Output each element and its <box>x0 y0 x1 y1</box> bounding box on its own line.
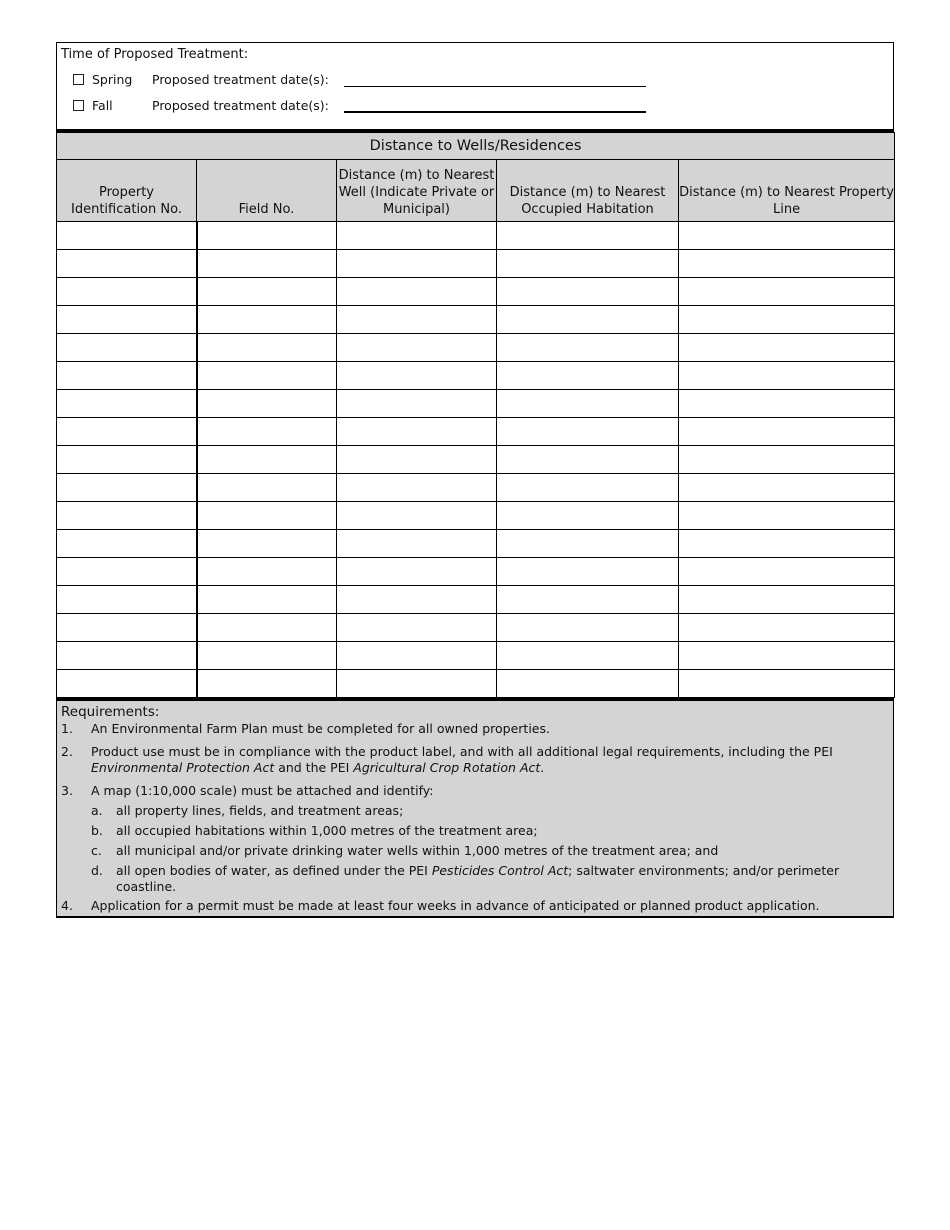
field-no-cell[interactable] <box>197 250 337 278</box>
treatment-time-title: Time of Proposed Treatment: <box>61 47 249 62</box>
distance-property-line-cell[interactable] <box>679 502 895 530</box>
field-no-cell[interactable] <box>197 222 337 250</box>
distance-table <box>56 132 895 698</box>
distance-habitation-cell[interactable] <box>497 670 679 698</box>
field-no-cell[interactable] <box>197 614 337 642</box>
requirement-item <box>61 744 889 776</box>
property-id-cell[interactable] <box>57 250 197 278</box>
table-row <box>57 250 895 278</box>
distance-habitation-cell[interactable] <box>497 390 679 418</box>
requirements-title: Requirements: <box>61 704 160 720</box>
requirement-number: 4. <box>61 898 73 913</box>
property-id-cell[interactable] <box>57 222 197 250</box>
property-id-cell[interactable] <box>57 642 197 670</box>
distance-habitation-cell[interactable] <box>497 642 679 670</box>
distance-well-cell[interactable] <box>337 586 497 614</box>
distance-well-cell[interactable] <box>337 306 497 334</box>
field-no-cell[interactable] <box>197 418 337 446</box>
distance-property-line-cell[interactable] <box>679 418 895 446</box>
distance-property-line-cell[interactable] <box>679 530 895 558</box>
header-field-no: Field No. <box>197 160 337 222</box>
table-row <box>57 390 895 418</box>
field-no-cell[interactable] <box>197 642 337 670</box>
distance-property-line-cell[interactable] <box>679 558 895 586</box>
distance-property-line-cell[interactable] <box>679 278 895 306</box>
distance-property-line-cell[interactable] <box>679 222 895 250</box>
table-row <box>57 306 895 334</box>
field-no-cell[interactable] <box>197 446 337 474</box>
field-no-cell[interactable] <box>197 278 337 306</box>
header-distance-habitation: Distance (m) to Nearest Occupied Habitation <box>497 160 679 222</box>
requirement-text: An Environmental Farm Plan must be completed for all owned properties. <box>91 721 550 736</box>
distance-habitation-cell[interactable] <box>497 334 679 362</box>
distance-habitation-cell[interactable] <box>497 250 679 278</box>
distance-well-cell[interactable] <box>337 334 497 362</box>
fall-date-label: Proposed treatment date(s): <box>152 97 329 113</box>
distance-well-cell[interactable] <box>337 418 497 446</box>
table-row <box>57 586 895 614</box>
table-row <box>57 222 895 250</box>
requirement-text: Product use must be in compliance with the product label, and with all additional legal requirements, including the PEI Environmental Protection Act and the PEI Agricultural Crop Rotation Act. <box>91 744 833 775</box>
distance-property-line-cell[interactable] <box>679 642 895 670</box>
distance-well-cell[interactable] <box>337 474 497 502</box>
distance-habitation-cell[interactable] <box>497 502 679 530</box>
table-row <box>57 474 895 502</box>
distance-property-line-cell[interactable] <box>679 614 895 642</box>
table-row <box>57 642 895 670</box>
fall-option <box>73 97 646 113</box>
requirement-number: 2. <box>61 744 73 759</box>
distance-property-line-cell[interactable] <box>679 586 895 614</box>
distance-well-cell[interactable] <box>337 390 497 418</box>
spring-option <box>73 72 646 87</box>
distance-well-cell[interactable] <box>337 250 497 278</box>
fall-date-field[interactable] <box>344 97 646 113</box>
distance-property-line-cell[interactable] <box>679 362 895 390</box>
property-id-cell[interactable] <box>57 614 197 642</box>
distance-habitation-cell[interactable] <box>497 306 679 334</box>
property-id-cell[interactable] <box>57 670 197 698</box>
requirement-item <box>61 783 889 895</box>
distance-habitation-cell[interactable] <box>497 614 679 642</box>
property-id-cell[interactable] <box>57 530 197 558</box>
distance-property-line-cell[interactable] <box>679 446 895 474</box>
act-name: Pesticides Control Act <box>431 863 569 878</box>
table-row <box>57 558 895 586</box>
table-row <box>57 670 895 698</box>
sub-requirement: d. all open bodies of water, as defined under the PEI Pesticides Control Act; saltwater environments; and/or perimeter coastline. <box>91 863 840 894</box>
table-row <box>57 446 895 474</box>
permit-form <box>56 42 894 918</box>
requirement-text: A map (1:10,000 scale) must be attached and identify: <box>91 783 434 798</box>
field-no-cell[interactable] <box>197 362 337 390</box>
distance-habitation-cell[interactable] <box>497 446 679 474</box>
property-id-cell[interactable] <box>57 446 197 474</box>
distance-habitation-cell[interactable] <box>497 362 679 390</box>
treatment-time-section <box>56 42 894 129</box>
distance-well-cell[interactable] <box>337 614 497 642</box>
field-no-cell[interactable] <box>197 502 337 530</box>
table-row <box>57 334 895 362</box>
distance-well-cell[interactable] <box>337 362 497 390</box>
requirement-item <box>61 721 889 737</box>
distance-habitation-cell[interactable] <box>497 558 679 586</box>
distance-habitation-cell[interactable] <box>497 586 679 614</box>
field-no-cell[interactable] <box>197 334 337 362</box>
table-row <box>57 614 895 642</box>
sub-requirement: c. all municipal and/or private drinking water wells within 1,000 metres of the treatment area; and <box>91 843 719 858</box>
distance-property-line-cell[interactable] <box>679 670 895 698</box>
field-no-cell[interactable] <box>197 474 337 502</box>
property-id-cell[interactable] <box>57 278 197 306</box>
sub-requirement: b. all occupied habitations within 1,000 metres of the treatment area; <box>91 823 538 838</box>
distance-well-cell[interactable] <box>337 222 497 250</box>
distance-well-cell[interactable] <box>337 530 497 558</box>
fall-checkbox[interactable] <box>73 100 84 111</box>
distance-habitation-cell[interactable] <box>497 278 679 306</box>
field-no-cell[interactable] <box>197 530 337 558</box>
distance-table-body <box>57 222 895 698</box>
act-name: Agricultural Crop Rotation Act <box>353 760 541 775</box>
distance-property-line-cell[interactable] <box>679 474 895 502</box>
requirement-text: Application for a permit must be made at least four weeks in advance of anticipated or planned product application. <box>91 898 820 913</box>
distance-habitation-cell[interactable] <box>497 418 679 446</box>
distance-well-cell[interactable] <box>337 642 497 670</box>
table-row <box>57 502 895 530</box>
property-id-cell[interactable] <box>57 306 197 334</box>
spring-date-label: Proposed treatment date(s): <box>152 72 329 87</box>
spring-date-field[interactable] <box>344 72 646 87</box>
requirements-section <box>56 698 894 918</box>
header-property-id: Property Identification No. <box>57 160 197 222</box>
field-no-cell[interactable] <box>197 670 337 698</box>
distance-habitation-cell[interactable] <box>497 222 679 250</box>
field-no-cell[interactable] <box>197 558 337 586</box>
table-row <box>57 418 895 446</box>
requirement-item <box>61 898 889 914</box>
table-row <box>57 530 895 558</box>
property-id-cell[interactable] <box>57 586 197 614</box>
sub-requirement: a. all property lines, fields, and treatment areas; <box>91 803 404 818</box>
act-name: Environmental Protection Act <box>91 760 275 775</box>
distance-well-cell[interactable] <box>337 558 497 586</box>
fall-label: Fall <box>92 97 113 113</box>
spring-checkbox[interactable] <box>73 74 84 85</box>
field-no-cell[interactable] <box>197 306 337 334</box>
requirement-number: 3. <box>61 783 73 798</box>
property-id-cell[interactable] <box>57 502 197 530</box>
spring-label: Spring <box>92 72 133 87</box>
field-no-cell[interactable] <box>197 390 337 418</box>
distance-property-line-cell[interactable] <box>679 250 895 278</box>
property-id-cell[interactable] <box>57 334 197 362</box>
distance-property-line-cell[interactable] <box>679 390 895 418</box>
table-row <box>57 278 895 306</box>
distance-habitation-cell[interactable] <box>497 530 679 558</box>
map-requirements-list <box>91 803 889 895</box>
distance-property-line-cell[interactable] <box>679 334 895 362</box>
property-id-cell[interactable] <box>57 418 197 446</box>
distance-well-cell[interactable] <box>337 446 497 474</box>
property-id-cell[interactable] <box>57 362 197 390</box>
property-id-cell[interactable] <box>57 474 197 502</box>
distance-well-cell[interactable] <box>337 502 497 530</box>
distance-property-line-cell[interactable] <box>679 306 895 334</box>
property-id-cell[interactable] <box>57 390 197 418</box>
distance-well-cell[interactable] <box>337 278 497 306</box>
distance-well-cell[interactable] <box>337 670 497 698</box>
requirement-number: 1. <box>61 721 73 736</box>
table-row <box>57 362 895 390</box>
property-id-cell[interactable] <box>57 558 197 586</box>
distance-habitation-cell[interactable] <box>497 474 679 502</box>
header-distance-well: Distance (m) to Nearest Well (Indicate Private or Municipal) <box>337 160 497 222</box>
header-distance-property-line: Distance (m) to Nearest Property Line <box>679 160 895 222</box>
distance-section-title: Distance to Wells/Residences <box>57 133 895 160</box>
field-no-cell[interactable] <box>197 586 337 614</box>
